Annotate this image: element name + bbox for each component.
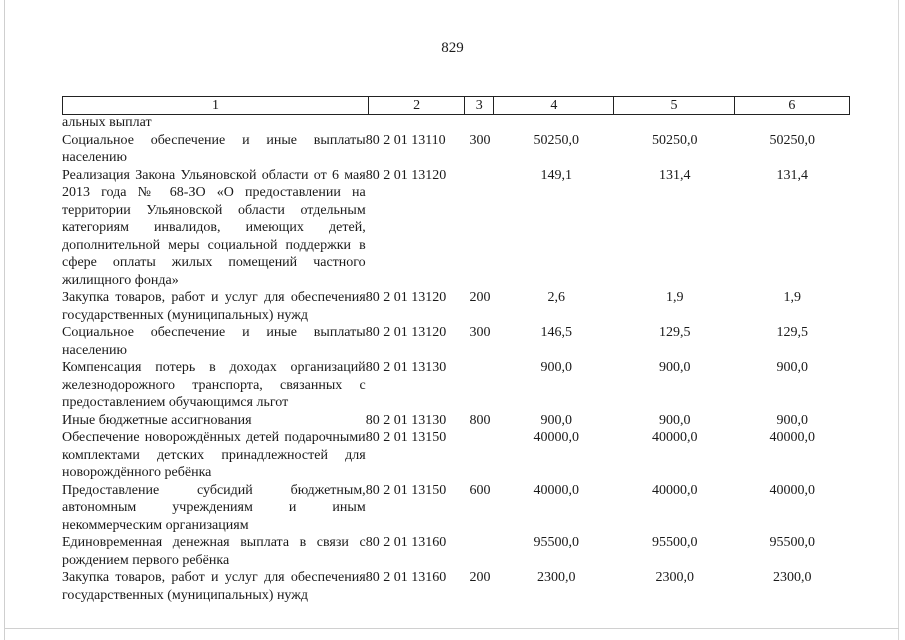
row-name-cell: Социальное обеспечение и иные выплаты населению bbox=[62, 325, 366, 358]
row-name-cell: Закупка товаров, работ и услуг для обеспечения государственных (муниципальных) нужд bbox=[62, 570, 366, 603]
row-vr-cell: 300 bbox=[469, 325, 491, 340]
row-value-2025-cell: 129,5 bbox=[776, 325, 808, 340]
row-code-cell: 80 2 01 13160 bbox=[365, 570, 447, 585]
row-name-cell: альных выплат bbox=[62, 115, 152, 130]
row-name-cell: Реализация Закона Ульяновской области от 6 мая 2013 года № 68-ЗО «О предоставлении на территории Ульяновской области отдельным категориям инвалидов, имеющих детей, дополнительной меры социальной поддержки в сфере оплаты жилых помещений частного жилищного фонда» bbox=[62, 167, 366, 288]
table-row bbox=[62, 412, 850, 430]
row-value-2023-cell: 900,0 bbox=[540, 360, 572, 375]
row-vr-cell: 300 bbox=[469, 132, 491, 148]
row-value-2023-cell: 149,1 bbox=[540, 167, 572, 183]
row-code-cell: 80 2 01 13120 bbox=[365, 325, 447, 340]
row-name-cell: Компенсация потерь в доходах организаций железнодорожного транспорта, связанных с предоставлением обучающимся льгот bbox=[62, 360, 366, 410]
row-code-cell: 80 2 01 13160 bbox=[365, 535, 447, 550]
table-row bbox=[62, 167, 850, 290]
row-value-2025-cell bbox=[734, 114, 850, 132]
row-name-cell: Закупка товаров, работ и услуг для обеспечения государственных (муниципальных) нужд bbox=[62, 290, 366, 323]
row-value-2025-cell: 1,9 bbox=[783, 290, 801, 305]
table-row bbox=[62, 569, 850, 604]
row-code-cell: 80 2 01 13130 bbox=[365, 360, 447, 375]
header-col-4: 4 bbox=[494, 97, 614, 115]
row-value-2024-cell bbox=[615, 114, 734, 132]
row-value-2023-cell: 50250,0 bbox=[533, 132, 579, 148]
header-col-5: 5 bbox=[614, 97, 734, 115]
row-name-cell: Обеспечение новорождённых детей подарочными комплектами детских принадлежностей для новорождённого ребёнка bbox=[62, 430, 366, 480]
row-code-cell: 80 2 01 13110 bbox=[365, 132, 446, 148]
header-col-2: 2 bbox=[368, 97, 464, 115]
table-row bbox=[62, 132, 850, 167]
table-header-row bbox=[63, 97, 850, 115]
row-value-2024-cell: 2300,0 bbox=[655, 570, 694, 585]
table-row bbox=[62, 534, 850, 569]
row-value-2024-cell: 1,9 bbox=[665, 290, 684, 305]
row-value-2024-cell: 129,5 bbox=[658, 325, 691, 340]
row-value-2024-cell: 95500,0 bbox=[651, 535, 698, 550]
row-code-cell bbox=[366, 114, 470, 132]
row-vr-cell bbox=[470, 359, 498, 412]
budget-table bbox=[62, 114, 850, 604]
table-row bbox=[62, 114, 850, 132]
header-col-3: 3 bbox=[465, 97, 494, 115]
row-value-2025-cell: 2300,0 bbox=[772, 570, 812, 585]
table-row bbox=[62, 482, 850, 535]
row-value-2025-cell: 50250,0 bbox=[769, 132, 815, 148]
row-value-2024-cell: 40000,0 bbox=[651, 430, 698, 445]
budget-table-body bbox=[62, 114, 850, 604]
row-name-cell: Предоставление субсидий бюджетным, автономным учреждениям и иным некоммерческим организациям bbox=[62, 482, 366, 533]
header-col-1: 1 bbox=[63, 97, 369, 115]
row-value-2025-cell: 95500,0 bbox=[769, 535, 815, 550]
row-vr-cell bbox=[470, 534, 498, 569]
table-header bbox=[62, 96, 850, 115]
page-edge-left bbox=[4, 0, 5, 640]
row-value-2023-cell: 40000,0 bbox=[533, 430, 579, 445]
row-code-cell: 80 2 01 13150 bbox=[365, 430, 447, 445]
row-value-2024-cell: 40000,0 bbox=[651, 482, 698, 498]
row-code-cell: 80 2 01 13120 bbox=[365, 290, 447, 305]
row-value-2023-cell: 2300,0 bbox=[536, 570, 576, 585]
row-code-cell: 80 2 01 13120 bbox=[365, 167, 447, 183]
row-value-2023-cell: 2,6 bbox=[547, 290, 565, 305]
row-name-cell: Единовременная денежная выплата в связи с рождением первого ребёнка bbox=[62, 535, 366, 568]
row-value-2025-cell: 900,0 bbox=[776, 412, 808, 428]
row-value-2024-cell: 900,0 bbox=[658, 360, 691, 375]
row-value-2023-cell: 40000,0 bbox=[533, 482, 579, 498]
page-edge-right bbox=[898, 0, 899, 640]
table-row bbox=[62, 289, 850, 324]
row-value-2025-cell: 900,0 bbox=[776, 360, 808, 375]
row-value-2025-cell: 40000,0 bbox=[769, 482, 815, 498]
row-value-2023-cell: 900,0 bbox=[540, 412, 572, 428]
page-number: 829 bbox=[441, 40, 464, 56]
row-value-2023-cell: 95500,0 bbox=[533, 535, 579, 550]
row-vr-cell: 600 bbox=[469, 482, 491, 498]
table-row bbox=[62, 429, 850, 482]
row-vr-cell: 200 bbox=[469, 290, 491, 305]
row-vr-cell bbox=[470, 429, 498, 482]
table-row bbox=[62, 359, 850, 412]
row-name-cell: Социальное обеспечение и иные выплаты населению bbox=[62, 132, 366, 165]
row-value-2024-cell: 900,0 bbox=[658, 412, 691, 428]
row-value-2023-cell bbox=[497, 114, 615, 132]
row-vr-cell: 800 bbox=[469, 412, 491, 428]
row-code-cell: 80 2 01 13130 bbox=[365, 412, 447, 428]
row-value-2024-cell: 50250,0 bbox=[651, 132, 698, 148]
row-value-2025-cell: 131,4 bbox=[776, 167, 808, 183]
row-value-2025-cell: 40000,0 bbox=[769, 430, 815, 445]
table-row bbox=[62, 324, 850, 359]
page-edge-bottom bbox=[4, 628, 899, 629]
row-vr-cell: 200 bbox=[469, 570, 491, 585]
row-vr-cell bbox=[470, 167, 498, 290]
row-name-cell: Иные бюджетные ассигнования bbox=[62, 412, 252, 428]
row-value-2024-cell: 131,4 bbox=[658, 167, 691, 183]
row-value-2023-cell: 146,5 bbox=[540, 325, 572, 340]
header-col-6: 6 bbox=[734, 97, 849, 115]
row-code-cell: 80 2 01 13150 bbox=[365, 482, 447, 498]
row-vr-cell bbox=[470, 114, 498, 132]
